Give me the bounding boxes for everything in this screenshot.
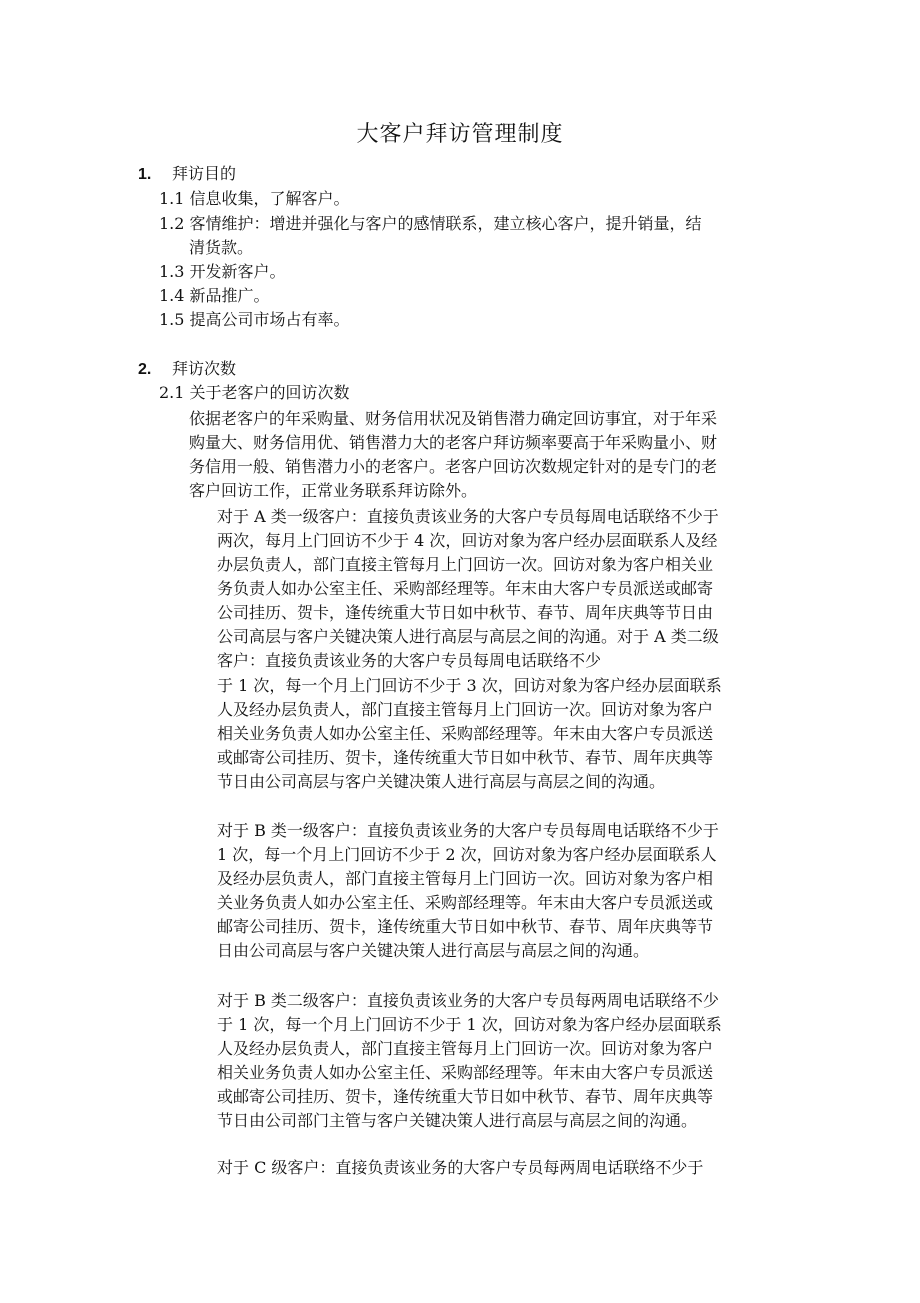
- paragraph-line: 依据老客户的年采购量、财务信用状况及销售潜力确定回访事宜，对于年采: [189, 409, 718, 428]
- paragraph-line: 客户回访工作，正常业务联系拜访除外。: [189, 481, 478, 500]
- paragraph-line: 节日由公司部门主管与客户关键决策人进行高层与高层之间的沟通。: [217, 1111, 698, 1130]
- section-1-title: 拜访目的: [172, 164, 237, 183]
- subsection-heading: 2.1 关于老客户的回访次数: [159, 383, 350, 402]
- paragraph-line: 对于 B 类一级客户：直接负责该业务的大客户专员每周电话联络不少于: [217, 821, 719, 840]
- paragraph-line: 公司高层与客户关键决策人进行高层与高层之间的沟通。对于 A 类二级: [217, 627, 719, 646]
- paragraph-line: 对于 C 级客户：直接负责该业务的大客户专员每两周电话联络不少于: [217, 1158, 704, 1177]
- paragraph-line: 人及经办层负责人，部门直接主管每月上门回访一次。回访对象为客户: [217, 1039, 714, 1058]
- list-item: 1.5 提高公司市场占有率。: [159, 310, 350, 329]
- section-1-number: 1.: [138, 166, 152, 183]
- section-2-number: 2.: [138, 361, 152, 378]
- list-item: 1.2 客情维护：增进并强化与客户的感情联系，建立核心客户，提升销量，结: [159, 214, 702, 233]
- paragraph-line: 日由公司高层与客户关键决策人进行高层与高层之间的沟通。: [217, 941, 650, 960]
- paragraph-line: 务负责人如办公室主任、采购部经理等。年末由大客户专员派送或邮寄: [217, 579, 714, 598]
- paragraph-line: 对于 B 类二级客户：直接负责该业务的大客户专员每两周电话联络不少: [217, 991, 719, 1010]
- section-2-heading: [138, 358, 236, 381]
- page-title: 大客户拜访管理制度: [356, 122, 564, 147]
- paragraph-line: 1 次，每一个月上门回访不少于 2 次，回访对象为客户经办层面联系人: [217, 845, 717, 864]
- paragraph-line: 客户：直接负责该业务的大客户专员每周电话联络不少: [217, 651, 602, 670]
- paragraph-line: 公司挂历、贺卡，逢传统重大节日如中秋节、春节、周年庆典等节日由: [217, 603, 714, 622]
- paragraph-line: 关业务负责人如办公室主任、采购部经理等。年末由大客户专员派送或: [217, 893, 714, 912]
- paragraph-line: 办层负责人，部门直接主管每月上门回访一次。回访对象为客户相关业: [217, 555, 714, 574]
- paragraph-line: 或邮寄公司挂历、贺卡，逢传统重大节日如中秋节、春节、周年庆典等: [217, 1087, 714, 1106]
- paragraph-line: 对于 A 类一级客户：直接负责该业务的大客户专员每周电话联络不少于: [217, 507, 719, 526]
- paragraph-line: 于 1 次，每一个月上门回访不少于 3 次，回访对象为客户经办层面联系: [217, 676, 722, 695]
- list-item: 1.4 新品推广。: [159, 286, 270, 305]
- paragraph-line: 于 1 次，每一个月上门回访不少于 1 次，回访对象为客户经办层面联系: [217, 1015, 722, 1034]
- paragraph-line: 或邮寄公司挂历、贺卡，逢传统重大节日如中秋节、春节、周年庆典等: [217, 748, 714, 767]
- paragraph-line: 节日由公司高层与客户关键决策人进行高层与高层之间的沟通。: [217, 772, 666, 791]
- list-item: 1.1 信息收集，了解客户。: [159, 189, 350, 208]
- paragraph-line: 邮寄公司挂历、贺卡，逢传统重大节日如中秋节、春节、周年庆典等节: [217, 917, 714, 936]
- section-2-title: 拜访次数: [172, 359, 237, 378]
- paragraph-line: 人及经办层负责人，部门直接主管每月上门回访一次。回访对象为客户: [217, 700, 714, 719]
- list-item: 1.3 开发新客户。: [159, 262, 286, 281]
- list-item-continuation: 清货款。: [189, 238, 254, 257]
- paragraph-line: 两次，每月上门回访不少于 4 次，回访对象为客户经办层面联系人及经: [217, 531, 718, 550]
- paragraph-line: 购量大、财务信用优、销售潜力大的老客户拜访频率要高于年采购量小、财: [189, 433, 718, 452]
- section-1-heading: [138, 163, 236, 186]
- paragraph-line: 及经办层负责人，部门直接主管每月上门回访一次。回访对象为客户相: [217, 869, 714, 888]
- paragraph-line: 相关业务负责人如办公室主任、采购部经理等。年末由大客户专员派送: [217, 724, 714, 743]
- paragraph-line: 相关业务负责人如办公室主任、采购部经理等。年末由大客户专员派送: [217, 1063, 714, 1082]
- paragraph-line: 务信用一般、销售潜力小的老客户。老客户回访次数规定针对的是专门的老: [189, 457, 718, 476]
